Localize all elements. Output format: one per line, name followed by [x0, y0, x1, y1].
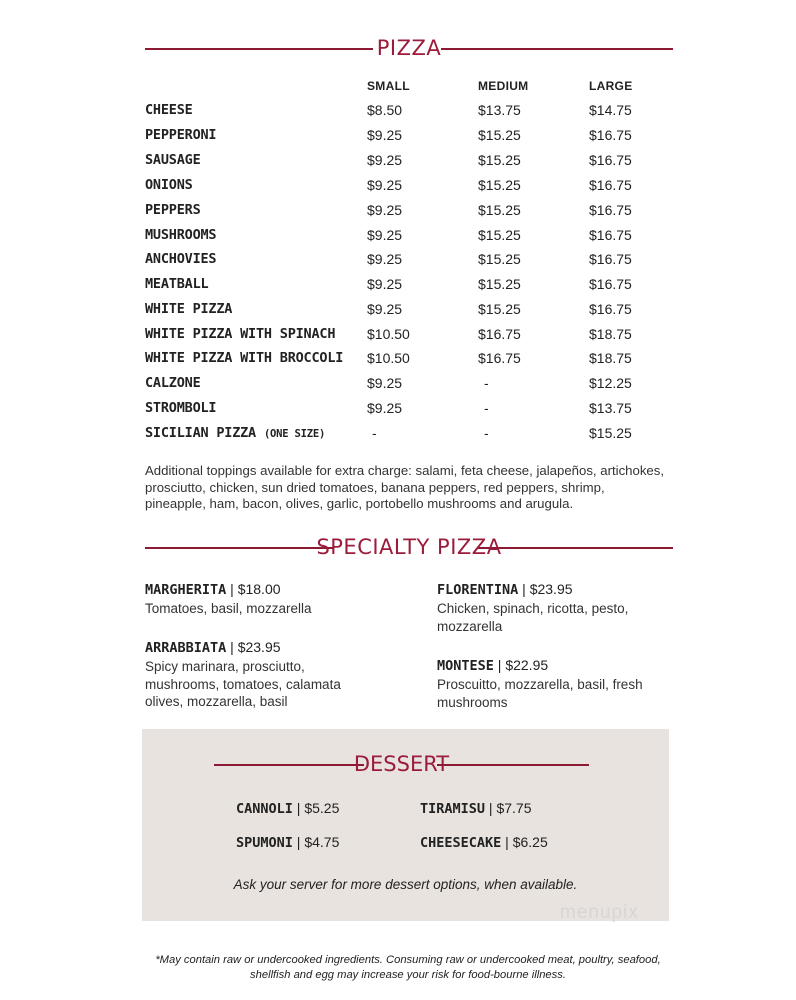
specialty-item: MONTESE | $22.95 Proscuitto, mozzarella, basil, fresh mushrooms [437, 655, 662, 711]
dessert-item: SPUMONI | $4.75 [236, 834, 340, 851]
item-price: $23.95 [237, 639, 281, 655]
price-large: $16.75 [589, 276, 632, 292]
price-large: $16.75 [589, 251, 632, 267]
price-small: $9.25 [367, 276, 403, 292]
item-price: $6.25 [512, 834, 548, 850]
price-large: $16.75 [589, 202, 632, 218]
pizza-row [0, 199, 796, 223]
price-large: $16.75 [589, 301, 632, 317]
price-large: $12.25 [589, 375, 632, 391]
pizza-row [0, 124, 796, 148]
price-large: $13.75 [589, 400, 632, 416]
price-small: $9.25 [367, 251, 403, 267]
price-medium: - [484, 400, 489, 416]
pizza-name: WHITE PIZZA [145, 301, 233, 317]
price-medium: $16.75 [478, 326, 521, 342]
dessert-item: TIRAMISU | $7.75 [420, 800, 532, 817]
pizza-name: WHITE PIZZA WITH SPINACH [145, 326, 336, 342]
price-large: $16.75 [589, 177, 632, 193]
price-small: $10.50 [367, 326, 410, 342]
price-small: $9.25 [367, 400, 403, 416]
item-price: $4.75 [304, 834, 340, 850]
price-large: $14.75 [589, 102, 632, 118]
specialty-section-header [145, 532, 673, 562]
pizza-row [0, 372, 796, 396]
pizza-name: MEATBALL [145, 276, 209, 292]
pizza-row [0, 149, 796, 173]
price-small: $9.25 [367, 301, 403, 317]
item-name: CANNOLI [236, 801, 293, 817]
pizza-row [0, 397, 796, 421]
pizza-name: ONIONS [145, 177, 193, 193]
item-price: $22.95 [505, 657, 549, 673]
price-small: $9.25 [367, 127, 403, 143]
pizza-row [0, 99, 796, 123]
specialty-item: MARGHERITA | $18.00 Tomatoes, basil, mozzarella [145, 579, 385, 618]
price-medium: $15.25 [478, 251, 521, 267]
pizza-name: CALZONE [145, 375, 201, 391]
price-small: $10.50 [367, 350, 410, 366]
price-medium: $15.25 [478, 177, 521, 193]
health-disclaimer: *May contain raw or undercooked ingredients. Consuming raw or undercooked meat, poultry, seafood, shellfish and egg may increase your risk for food-bourne illness. [155, 954, 661, 981]
watermark: menupix [560, 902, 639, 923]
price-medium: $15.25 [478, 301, 521, 317]
price-small: $9.25 [367, 152, 403, 168]
price-medium: $15.25 [478, 227, 521, 243]
dessert-title: DESSERT [353, 752, 450, 776]
pizza-name: SAUSAGE [145, 152, 201, 168]
pizza-row [0, 298, 796, 322]
price-medium: $15.25 [478, 127, 521, 143]
item-name: CHEESECAKE [420, 835, 502, 851]
pizza-row [0, 323, 796, 347]
dessert-item: CHEESECAKE | $6.25 [420, 834, 548, 851]
price-small: $9.25 [367, 177, 403, 193]
price-large: $16.75 [589, 152, 632, 168]
price-medium: $16.75 [478, 350, 521, 366]
pizza-name: WHITE PIZZA WITH BROCCOLI [145, 350, 344, 366]
price-medium: - [484, 425, 489, 441]
item-description: Chicken, spinach, ricotta, pesto, mozzarella [437, 601, 629, 634]
specialty-title: SPECIALTY PIZZA [316, 535, 502, 559]
item-price: $5.25 [304, 800, 340, 816]
price-small: $8.50 [367, 102, 403, 118]
item-price: $7.75 [496, 800, 532, 816]
size-note: (ONE SIZE) [263, 428, 326, 440]
item-description: Spicy marinara, prosciutto, mushrooms, tomatoes, calamata olives, mozzarella, basil [145, 659, 341, 709]
price-medium: $15.25 [478, 152, 521, 168]
price-small: $9.25 [367, 227, 403, 243]
pizza-name: PEPPERS [145, 202, 201, 218]
column-header-medium: MEDIUM [478, 79, 529, 93]
pizza-row [0, 224, 796, 248]
item-name: MONTESE [437, 658, 494, 674]
price-large: $16.75 [589, 127, 632, 143]
pizza-name-text: SICILIAN PIZZA [145, 425, 256, 441]
pizza-row [0, 174, 796, 198]
pizza-name: STROMBOLI [145, 400, 217, 416]
pizza-row [0, 248, 796, 272]
item-name: MARGHERITA [145, 582, 227, 598]
price-medium: - [484, 375, 489, 391]
pizza-title: PIZZA [376, 36, 442, 60]
pizza-row [0, 347, 796, 371]
item-name: SPUMONI [236, 835, 293, 851]
dessert-section-header [214, 749, 589, 779]
pizza-name: CHEESE [145, 102, 193, 118]
price-small: - [372, 425, 377, 441]
dessert-item: CANNOLI | $5.25 [236, 800, 340, 817]
price-small: $9.25 [367, 202, 403, 218]
dessert-panel [142, 729, 669, 921]
item-price: $23.95 [529, 581, 573, 597]
specialty-item: ARRABBIATA | $23.95 Spicy marinara, prosciutto, mushrooms, tomatoes, calamata olives, mozzarella, basil [145, 637, 360, 711]
item-name: TIRAMISU [420, 801, 486, 817]
price-medium: $15.25 [478, 276, 521, 292]
item-description: Proscuitto, mozzarella, basil, fresh mushrooms [437, 677, 643, 710]
dessert-note: Ask your server for more dessert options, when available. [233, 877, 578, 892]
price-medium: $15.25 [478, 202, 521, 218]
item-price: $18.00 [237, 581, 281, 597]
pizza-section-header [145, 33, 673, 63]
price-medium: $13.75 [478, 102, 521, 118]
column-header-small: SMALL [367, 79, 410, 93]
pizza-name [145, 422, 325, 445]
price-large: $18.75 [589, 350, 632, 366]
price-large: $16.75 [589, 227, 632, 243]
pizza-name: MUSHROOMS [145, 227, 217, 243]
pizza-name: PEPPERONI [145, 127, 217, 143]
toppings-note: Additional toppings available for extra charge: salami, feta cheese, jalapeños, artichokes, prosciutto, chicken, sun dried tomatoes, banana peppers, red peppers, shrimp, pineapple, ham, bacon, olives, garlic, portobello mushrooms and arugula. [145, 463, 665, 511]
price-large: $15.25 [589, 425, 632, 441]
price-small: $9.25 [367, 375, 403, 391]
price-large: $18.75 [589, 326, 632, 342]
pizza-row [0, 273, 796, 297]
item-name: FLORENTINA [437, 582, 519, 598]
column-header-large: LARGE [589, 79, 633, 93]
specialty-item: FLORENTINA | $23.95 Chicken, spinach, ricotta, pesto, mozzarella [437, 579, 662, 635]
pizza-row [0, 422, 796, 446]
item-name: ARRABBIATA [145, 640, 227, 656]
item-description: Tomatoes, basil, mozzarella [145, 601, 312, 616]
pizza-name: ANCHOVIES [145, 251, 217, 267]
